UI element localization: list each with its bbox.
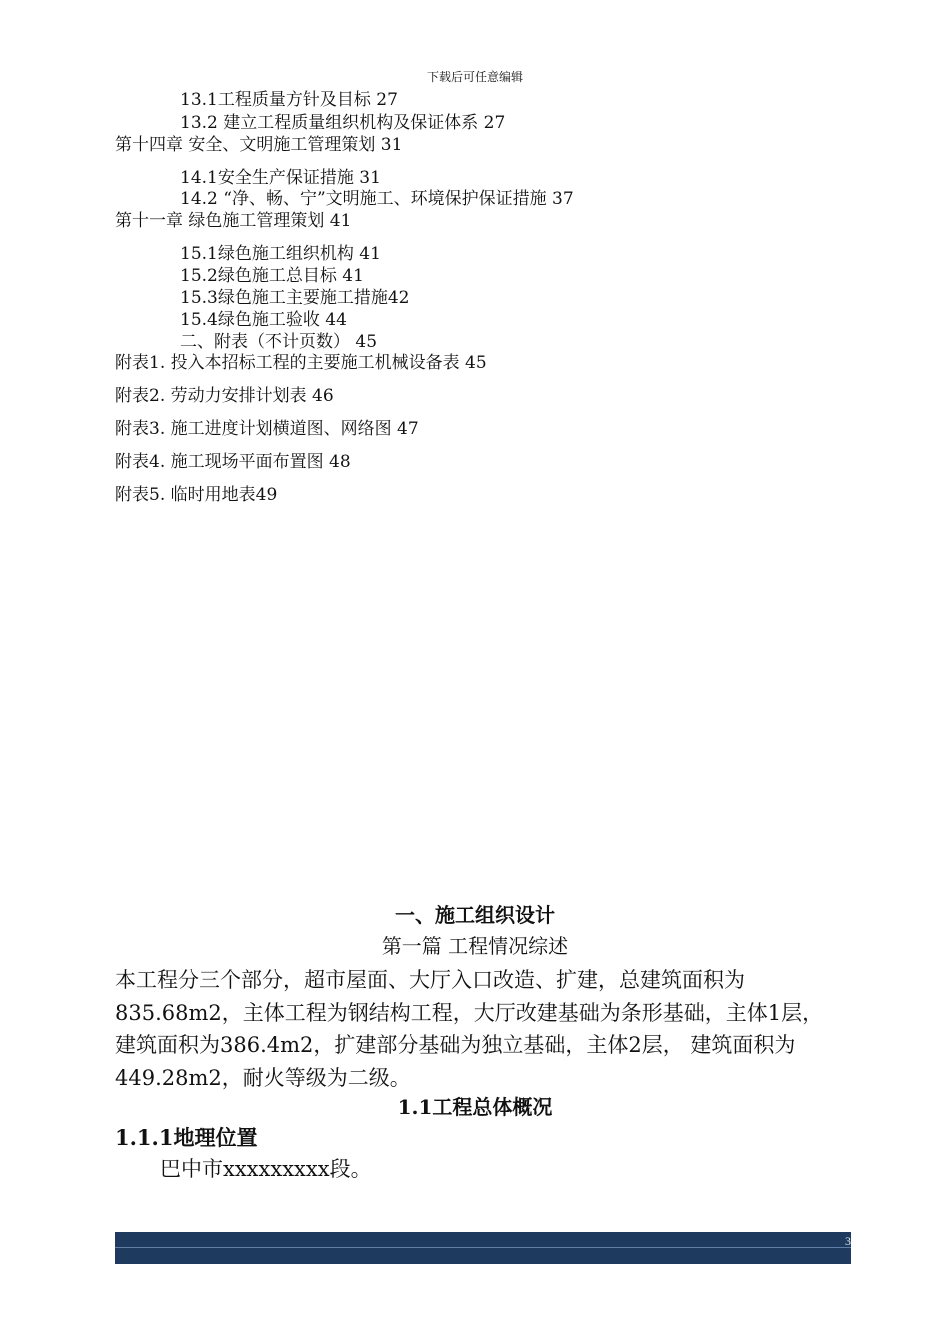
header-note: 下载后可任意编辑 xyxy=(426,70,523,84)
toc-appendix-5[interactable]: 附表5. 临时用地表49 xyxy=(115,485,278,505)
toc-entry-14-2[interactable]: 14.2 “净、畅、宁”文明施工、环境保护保证措施 37 xyxy=(180,189,574,209)
section-title: 1.1工程总体概况 xyxy=(397,1095,553,1119)
intro-line: 835.68m2，主体工程为钢结构工程，大厅改建基础为条形基础，主体1层， xyxy=(115,1000,824,1025)
location-text: 巴中市xxxxxxxxx段。 xyxy=(160,1157,372,1181)
toc-appendix-3[interactable]: 附表3. 施工进度计划横道图、网络图 47 xyxy=(115,419,419,439)
footer-stripe xyxy=(115,1247,851,1248)
main-heading: 一、施工组织设计 xyxy=(395,903,555,927)
toc-entry-15-2[interactable]: 15.2绿色施工总目标 41 xyxy=(180,266,364,286)
toc-entry-15-3[interactable]: 15.3绿色施工主要施工措施42 xyxy=(180,288,410,308)
toc-entry-13-2[interactable]: 13.2 建立工程质量组织机构及保证体系 27 xyxy=(180,113,506,133)
intro-line: 449.28m2，耐火等级为二级。 xyxy=(115,1065,411,1090)
toc-entry-15-1[interactable]: 15.1绿色施工组织机构 41 xyxy=(180,244,381,264)
page-number: 3 xyxy=(845,1234,851,1248)
intro-line: 本工程分三个部分，超市屋面、大厅入口改造、扩建，总建筑面积为 xyxy=(115,968,745,992)
toc-appendix-1[interactable]: 附表1. 投入本招标工程的主要施工机械设备表 45 xyxy=(115,353,487,373)
toc-chapter-14[interactable]: 第十四章 安全、文明施工管理策划 31 xyxy=(115,135,403,155)
toc-entry-15-4[interactable]: 15.4绿色施工验收 44 xyxy=(180,310,347,330)
toc-chapter-green[interactable]: 第十一章 绿色施工管理策划 41 xyxy=(115,211,352,231)
toc-appendix-2[interactable]: 附表2. 劳动力安排计划表 46 xyxy=(115,386,334,406)
part-title: 第一篇 工程情况综述 xyxy=(381,934,569,958)
toc-entry-appendix[interactable]: 二、附表（不计页数） 45 xyxy=(180,332,378,352)
intro-paragraph xyxy=(115,964,851,1094)
footer-bar xyxy=(115,1232,851,1264)
toc-entry-13-1[interactable]: 13.1工程质量方针及目标 27 xyxy=(180,90,398,110)
intro-line: 建筑面积为386.4m2，扩建部分基础为独立基础，主体2层， 建筑面积为 xyxy=(115,1033,796,1057)
subsection-title: 1.1.1地理位置 xyxy=(115,1125,258,1150)
toc-appendix-4[interactable]: 附表4. 施工现场平面布置图 48 xyxy=(115,452,351,472)
toc-entry-14-1[interactable]: 14.1安全生产保证措施 31 xyxy=(180,168,381,188)
